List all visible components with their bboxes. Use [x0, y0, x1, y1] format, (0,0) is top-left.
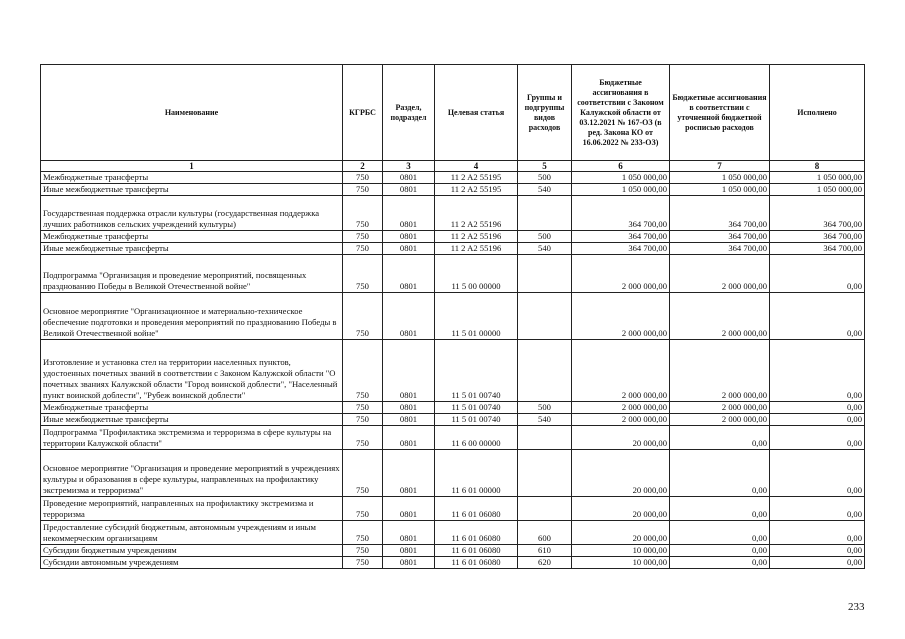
- row-target: 11 6 01 06080: [435, 557, 518, 569]
- header-target: Целевая статья: [435, 65, 518, 161]
- row-groups: 500: [518, 402, 572, 414]
- table-row: [41, 557, 865, 569]
- row-executed: 364 700,00: [770, 231, 865, 243]
- row-kgrbs: 750: [343, 196, 383, 231]
- row-section: 0801: [383, 243, 435, 255]
- row-section: 0801: [383, 293, 435, 340]
- row-executed: 0,00: [770, 402, 865, 414]
- row-name: Проведение мероприятий, направленных на профилактику экстремизма и терроризма: [41, 497, 343, 521]
- header-refined: Бюджетные ассигнования в соответствии с уточненной бюджетной росписью расходов: [670, 65, 770, 161]
- row-law: 1 050 000,00: [572, 184, 670, 196]
- row-law: 364 700,00: [572, 243, 670, 255]
- row-executed: 1 050 000,00: [770, 172, 865, 184]
- row-section: 0801: [383, 414, 435, 426]
- row-refined: 2 000 000,00: [670, 414, 770, 426]
- row-law: 2 000 000,00: [572, 414, 670, 426]
- column-number: 5: [518, 161, 572, 172]
- row-name: Иные межбюджетные трансферты: [41, 243, 343, 255]
- row-target: 11 2 A2 55195: [435, 172, 518, 184]
- row-refined: 0,00: [670, 557, 770, 569]
- row-refined: 0,00: [670, 450, 770, 497]
- row-section: 0801: [383, 184, 435, 196]
- row-name: Основное мероприятие "Организационное и материально-техническое обеспечение подготовки и проведения мероприятий по празднованию Победы в Великой Отечественной войне": [41, 293, 343, 340]
- row-law: 2 000 000,00: [572, 255, 670, 293]
- row-kgrbs: 750: [343, 184, 383, 196]
- row-groups: [518, 340, 572, 402]
- row-refined: 0,00: [670, 426, 770, 450]
- table-row: [41, 497, 865, 521]
- row-executed: 0,00: [770, 414, 865, 426]
- row-target: 11 6 01 06080: [435, 521, 518, 545]
- row-kgrbs: 750: [343, 293, 383, 340]
- table-row: [41, 255, 865, 293]
- row-target: 11 6 00 00000: [435, 426, 518, 450]
- row-groups: [518, 255, 572, 293]
- row-executed: 0,00: [770, 557, 865, 569]
- table-row: [41, 340, 865, 402]
- row-groups: 610: [518, 545, 572, 557]
- header-groups: Группы и подгруппы видов расходов: [518, 65, 572, 161]
- row-executed: 0,00: [770, 340, 865, 402]
- row-kgrbs: 750: [343, 243, 383, 255]
- row-target: 11 2 A2 55196: [435, 231, 518, 243]
- row-law: 20 000,00: [572, 521, 670, 545]
- row-target: 11 5 01 00740: [435, 414, 518, 426]
- column-number: 6: [572, 161, 670, 172]
- table-row: [41, 521, 865, 545]
- row-kgrbs: 750: [343, 497, 383, 521]
- row-executed: 0,00: [770, 450, 865, 497]
- row-groups: [518, 426, 572, 450]
- row-executed: 0,00: [770, 521, 865, 545]
- row-name: Межбюджетные трансферты: [41, 231, 343, 243]
- row-law: 364 700,00: [572, 196, 670, 231]
- row-target: 11 2 A2 55196: [435, 196, 518, 231]
- row-law: 364 700,00: [572, 231, 670, 243]
- row-target: 11 2 A2 55196: [435, 243, 518, 255]
- table-row: [41, 545, 865, 557]
- column-number: 7: [670, 161, 770, 172]
- table-row: [41, 231, 865, 243]
- row-refined: 364 700,00: [670, 243, 770, 255]
- row-refined: 0,00: [670, 545, 770, 557]
- row-section: 0801: [383, 521, 435, 545]
- row-name: Государственная поддержка отрасли культуры (государственная поддержка лучших работников сельских учреждений культуры): [41, 196, 343, 231]
- row-kgrbs: 750: [343, 414, 383, 426]
- row-name: Изготовление и установка стел на территории населенных пунктов, удостоенных почетных званий в соответствии с Законом Калужской области "О почетных званиях Калужской области "Город воинской доблести", "Населенный пункт воинской доблести", "Рубеж воинской доблести": [41, 340, 343, 402]
- table-row: [41, 450, 865, 497]
- row-section: 0801: [383, 340, 435, 402]
- row-executed: 0,00: [770, 255, 865, 293]
- row-refined: 0,00: [670, 497, 770, 521]
- row-section: 0801: [383, 545, 435, 557]
- row-refined: 2 000 000,00: [670, 340, 770, 402]
- column-number: 3: [383, 161, 435, 172]
- table-body: [41, 172, 865, 569]
- row-executed: 0,00: [770, 293, 865, 340]
- row-kgrbs: 750: [343, 545, 383, 557]
- row-groups: 500: [518, 231, 572, 243]
- row-law: 1 050 000,00: [572, 172, 670, 184]
- row-kgrbs: 750: [343, 450, 383, 497]
- header-law: Бюджетные ассигнования в соответствии с Законом Калужской области от 03.12.2021 № 167-ОЗ (в ред. Закона КО от 16.06.2022 № 233-ОЗ): [572, 65, 670, 161]
- row-groups: 540: [518, 414, 572, 426]
- row-law: 2 000 000,00: [572, 340, 670, 402]
- table-row: [41, 172, 865, 184]
- page-number: 233: [848, 601, 865, 613]
- row-groups: 540: [518, 184, 572, 196]
- row-groups: 500: [518, 172, 572, 184]
- row-section: 0801: [383, 497, 435, 521]
- row-target: 11 5 00 00000: [435, 255, 518, 293]
- header-kgrbs: КГРБС: [343, 65, 383, 161]
- row-name: Субсидии бюджетным учреждениям: [41, 545, 343, 557]
- header-executed: Исполнено: [770, 65, 865, 161]
- row-refined: 1 050 000,00: [670, 184, 770, 196]
- row-kgrbs: 750: [343, 255, 383, 293]
- budget-report-sheet: [40, 64, 864, 569]
- row-section: 0801: [383, 196, 435, 231]
- row-name: Межбюджетные трансферты: [41, 172, 343, 184]
- row-kgrbs: 750: [343, 426, 383, 450]
- row-groups: 600: [518, 521, 572, 545]
- row-target: 11 5 01 00000: [435, 293, 518, 340]
- row-refined: 2 000 000,00: [670, 402, 770, 414]
- row-law: 20 000,00: [572, 450, 670, 497]
- row-name: Иные межбюджетные трансферты: [41, 414, 343, 426]
- row-name: Иные межбюджетные трансферты: [41, 184, 343, 196]
- row-target: 11 6 01 06080: [435, 497, 518, 521]
- row-kgrbs: 750: [343, 231, 383, 243]
- row-refined: 2 000 000,00: [670, 255, 770, 293]
- row-kgrbs: 750: [343, 402, 383, 414]
- row-executed: 0,00: [770, 545, 865, 557]
- table-row: [41, 414, 865, 426]
- table-row: [41, 293, 865, 340]
- row-executed: 364 700,00: [770, 243, 865, 255]
- row-kgrbs: 750: [343, 340, 383, 402]
- row-name: Основное мероприятие "Организация и проведение мероприятий в учреждениях культуры и образования в сфере культуры, направленных на профилактику экстремизма и терроризма": [41, 450, 343, 497]
- row-refined: 364 700,00: [670, 231, 770, 243]
- row-kgrbs: 750: [343, 557, 383, 569]
- column-number: 1: [41, 161, 343, 172]
- column-number: 2: [343, 161, 383, 172]
- row-target: 11 6 01 06080: [435, 545, 518, 557]
- column-number-row: [41, 161, 865, 172]
- row-name: Субсидии автономным учреждениям: [41, 557, 343, 569]
- column-number: 4: [435, 161, 518, 172]
- row-groups: 540: [518, 243, 572, 255]
- row-section: 0801: [383, 426, 435, 450]
- row-target: 11 5 01 00740: [435, 340, 518, 402]
- row-groups: [518, 196, 572, 231]
- row-law: 20 000,00: [572, 426, 670, 450]
- row-name: Подпрограмма "Организация и проведение мероприятий, посвященных празднованию Победы в Великой Отечественной войне": [41, 255, 343, 293]
- row-name: Предоставление субсидий бюджетным, автономным учреждениям и иным некоммерческим организациям: [41, 521, 343, 545]
- row-law: 2 000 000,00: [572, 402, 670, 414]
- row-refined: 1 050 000,00: [670, 172, 770, 184]
- header-section: Раздел, подраздел: [383, 65, 435, 161]
- row-section: 0801: [383, 231, 435, 243]
- row-executed: 1 050 000,00: [770, 184, 865, 196]
- row-groups: [518, 497, 572, 521]
- row-law: 10 000,00: [572, 545, 670, 557]
- table-row: [41, 184, 865, 196]
- row-target: 11 5 01 00740: [435, 402, 518, 414]
- header-row: [41, 65, 865, 161]
- table-row: [41, 426, 865, 450]
- header-name: Наименование: [41, 65, 343, 161]
- row-refined: 364 700,00: [670, 196, 770, 231]
- column-number: 8: [770, 161, 865, 172]
- table-row: [41, 402, 865, 414]
- row-groups: 620: [518, 557, 572, 569]
- row-groups: [518, 450, 572, 497]
- row-kgrbs: 750: [343, 521, 383, 545]
- row-name: Межбюджетные трансферты: [41, 402, 343, 414]
- row-section: 0801: [383, 172, 435, 184]
- row-law: 10 000,00: [572, 557, 670, 569]
- row-target: 11 6 01 00000: [435, 450, 518, 497]
- row-executed: 0,00: [770, 497, 865, 521]
- row-refined: 0,00: [670, 521, 770, 545]
- row-target: 11 2 A2 55195: [435, 184, 518, 196]
- row-law: 2 000 000,00: [572, 293, 670, 340]
- row-refined: 2 000 000,00: [670, 293, 770, 340]
- table-row: [41, 243, 865, 255]
- row-groups: [518, 293, 572, 340]
- table-row: [41, 196, 865, 231]
- row-section: 0801: [383, 402, 435, 414]
- row-executed: 0,00: [770, 426, 865, 450]
- budget-table: [40, 64, 865, 569]
- row-section: 0801: [383, 557, 435, 569]
- row-section: 0801: [383, 450, 435, 497]
- row-law: 20 000,00: [572, 497, 670, 521]
- row-executed: 364 700,00: [770, 196, 865, 231]
- row-section: 0801: [383, 255, 435, 293]
- row-kgrbs: 750: [343, 172, 383, 184]
- row-name: Подпрограмма "Профилактика экстремизма и терроризма в сфере культуры на территории Калужской области": [41, 426, 343, 450]
